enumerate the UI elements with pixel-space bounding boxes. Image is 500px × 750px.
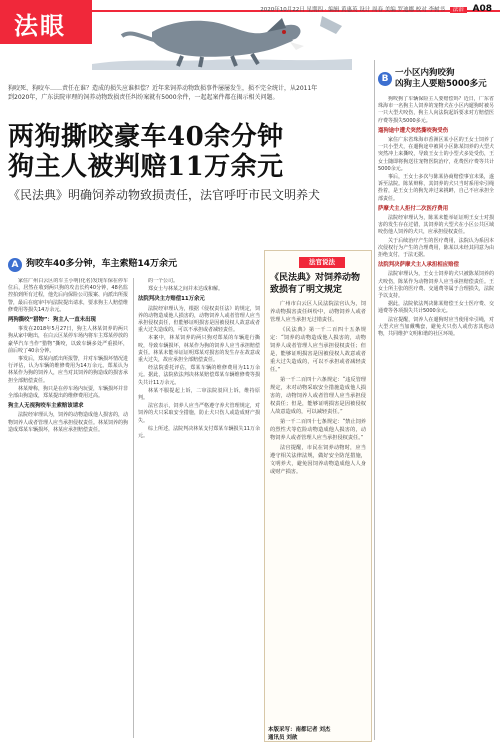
paragraph: 法官提醒，市民在饲养动物时，应当遵守相关法律法规，做好安全防范措施，文明养犬，避免因饲养动物造成他人人身或财产损害。 — [270, 445, 366, 475]
headline-line-1: 两狗撕咬豪车40余分钟 — [8, 122, 284, 152]
headline — [8, 122, 338, 182]
paragraph: 法院经审理认为，饲养的动物造成他人损害的，动物饲养人或者管理人应当承担侵权责任。林某饲养的狗造成郑某车辆损坏，林某应承担赔偿责任。 — [8, 412, 128, 433]
fierce-dog-illustration — [92, 12, 352, 70]
section-title: 法眼 — [14, 11, 66, 40]
paragraph: 郑女士与林某之间并未达成和解。 — [148, 286, 224, 293]
paragraph: 本案中，林某饲养的两只狗对郑某的车辆进行撕咬，导致车辆损坏，林某作为狗的饲养人应当承担赔偿责任。林某未能举证证明郑某对损害的发生存在故意或重大过失，故应承担全部赔偿责任。 — [138, 335, 260, 364]
subheading: 法院判决主方赔偿11万余元 — [138, 296, 205, 303]
paragraph: 事后，王女士多次与陈某协商赔偿事宜未果，遂诉至法院。陈某辩称，其饲养的犬只当时系用牵引绳拴着，是王女士的狗先冲过来挑衅，自己不应承担全部责任。 — [378, 174, 494, 202]
lead-caption: 狗咬死、狗咬车……责任在谁？造成的损失应谁担偿？近年来饲养动物致损事件屡屡发生，损不完全统计，从2011年到2020年，广东法院审理的饲养动物致损责任纠纷案就有5000余件，一起起案件都在揭示相关问题。 — [8, 85, 318, 101]
paragraph: 狗咬狗了车辆保险主人要赔偿吗？近日，广东省珠海市一名狗主人饲养的宠物犬在小区内遛狗时被另一只大型犬咬伤，狗主人向法院起诉要求对方赔偿医疗费等损失5000多元。 — [378, 96, 494, 124]
date-text: 2020年10月22日 星期四 · 编辑 黄惠英 设计 周春 美编 罗迪娜 校对 李树书 — [260, 7, 445, 13]
paragraph: 法院经审理认为，根据《侵权责任法》的规定，饲养的动物造成他人损害的，动物饲养人或者管理人应当承担侵权责任，但能够证明损害是因被侵权人故意或者重大过失造成的，可以不承担或者减轻责任。 — [138, 305, 260, 334]
byline — [268, 726, 372, 742]
paragraph: 第一千二百四十七条规定：“禁止饲养的烈性犬等危险动物造成他人损害的，动物饲养人或者管理人应当承担侵权责任。” — [270, 419, 366, 441]
paragraph: 法官提醒，饲养人在遛狗时应当使用牵引绳，对大型犬应当加戴嘴套，避免犬只伤人或伤害其他动物，共同维护文明和谐的社区环境。 — [378, 316, 494, 338]
paragraph: 法院经审理认为，陈某未能举证证明王女士对损害的发生存在过错，其饲养的大型犬在小区公共区域咬伤他人饲养的犬只，应承担侵权责任。 — [378, 215, 494, 236]
paragraph: 林某辩称，狗只是在停车场内玩耍，车辆损坏并非全部由狗造成，郑某提出的维修费用过高。 — [8, 385, 128, 400]
section-b-title: 一小区内狗咬狗 凶狗主人要赔5000多元 — [395, 68, 487, 89]
paragraph: 第一千二百四十六条规定：“违反管理规定，未对动物采取安全措施造成他人损害的，动物饲养人或者管理人应当承担侵权责任；但是，能够证明损害是因被侵权人故意造成的，可以减轻责任。” — [270, 377, 366, 415]
page-number: A08 — [472, 4, 492, 14]
judge-commentary-body — [270, 300, 366, 720]
paragraph: 家住广州白云区的车主小明(化名)发现车保在停车位后，居然在收到两只狗的攻击长约40分钟，48名监控拍到所有过程，他先后向保险公司报案、向派出所报警，最后在庭审中向法院提出请求，要求狗主人赔偿维修费用等损失14万余元。 — [8, 278, 128, 313]
paragraph: 法官表示，饲养人应当严格遵守养犬管理规定，对饲养的犬只采取安全措施，防止犬只伤人或造成财产损失。 — [138, 403, 260, 424]
paragraph: 《民法典》第一千二百四十五条规定：“饲养的动物造成他人损害的，动物饲养人或者管理人应当承担侵权责任；但是，能够证明损害是因被侵权人故意或者重大过失造成的，可以不承担或者减轻责任。” — [270, 327, 366, 373]
paragraph: 综上所述，法院判决林某支付郑某车辆损失11万余元。 — [138, 425, 260, 440]
headline-line-2: 狗主人被判赔11万余元 — [8, 152, 284, 182]
subheading: 萨摩犬主人拒付二次医疗费用 — [378, 205, 449, 212]
paragraph: 的一个公司。 — [148, 278, 179, 284]
paragraph: 事发在2018年5月27日，狗主人林某饲养的两只狗从家中跑出，在白云区某停车场内将车主郑某停放的豪华汽车当作“猎物”撕咬，以致车辆多处严重损坏，前后咬了40余分钟。 — [8, 326, 128, 354]
section-brand — [0, 0, 92, 44]
subheading: 两狗撕咬“猎物”：狗主人一直未出现 — [8, 317, 96, 324]
header-tag: 法治 — [450, 7, 467, 13]
subheading: 狗主人无视狗咬车主索赔该请求 — [8, 403, 84, 410]
subheading: 遛狗途中遭犬突然撕咬狗受伤 — [378, 127, 449, 134]
subheadline: 《民法典》明确饲养动物致损责任，法官呼吁市民文明养犬 — [8, 188, 321, 202]
paragraph: 林某不服提起上诉，二审法院驳回上诉，维持原判。 — [138, 387, 260, 402]
section-b-badge: B — [378, 72, 392, 86]
section-a-title: 狗咬车40多分钟，车主索赔14万余元 — [26, 259, 178, 269]
subheading: 法院判决萨摩犬主人承担相应赔偿 — [378, 262, 459, 269]
paragraph: 广州市白云区人民法院法官认为，饲养动物损害责任纠纷中，动物饲养人或者管理人应当承担无过错责任。 — [270, 301, 366, 323]
section-a-column-1 — [8, 278, 128, 738]
paragraph: 家住广东省珠海市香洲区某小区的王女士饲养了一只小型犬，在遛狗途中被同小区陈某饲养的大型犬突然冲上来撕咬，导致王女士的小型犬多处受伤，王女士随即将狗送往宠物医院治疗，花费医疗费等共计5000余元。 — [378, 137, 494, 172]
byline-correspondent: 通讯员 刘歆 — [268, 735, 298, 741]
section-a-column-2 — [138, 278, 260, 738]
column-divider — [133, 278, 134, 738]
section-b-column — [378, 96, 494, 740]
byline-reporter: 本版采写：南都记者 刘杰 — [268, 727, 331, 733]
paragraph: 法院审理认为，王女士饲养的犬只被陈某饲养的犬咬伤，陈某作为动物饲养人应当承担赔偿责任。王女士所主张的医疗费、交通费等属于合理损失，法院予以支持。 — [378, 271, 494, 300]
section-a-badge: A — [8, 258, 22, 272]
paragraph: 据此，法院依法判决陈某赔偿王女士医疗费、交通费等各项损失共计5000余元。 — [378, 301, 494, 315]
judge-commentary-tag: 法官说法 — [299, 257, 345, 268]
paragraph: 事发后，郑某向派出所报警，并对车辆损坏情况进行评估，认为车辆的维修费用为14万余元。郑某认为林某作为狗的饲养人，应当对其饲养的狗造成的损害承担全部赔偿责任。 — [8, 356, 128, 384]
judge-commentary-title: 《民法典》对饲养动物致损有了明文规定 — [270, 273, 361, 295]
paragraph: 关于后续治疗产生的医疗费用，法院认为系因本次侵权行为产生的合理费用，陈某以未经其同意为由拒绝支付，于法无据。 — [378, 237, 494, 259]
paragraph: 经法院委托评估，郑某车辆的维修费用为11万余元。据此，法院依法判决林某赔偿郑某车辆维修费等损失共计11万余元。 — [138, 365, 260, 386]
column-divider — [374, 60, 375, 740]
